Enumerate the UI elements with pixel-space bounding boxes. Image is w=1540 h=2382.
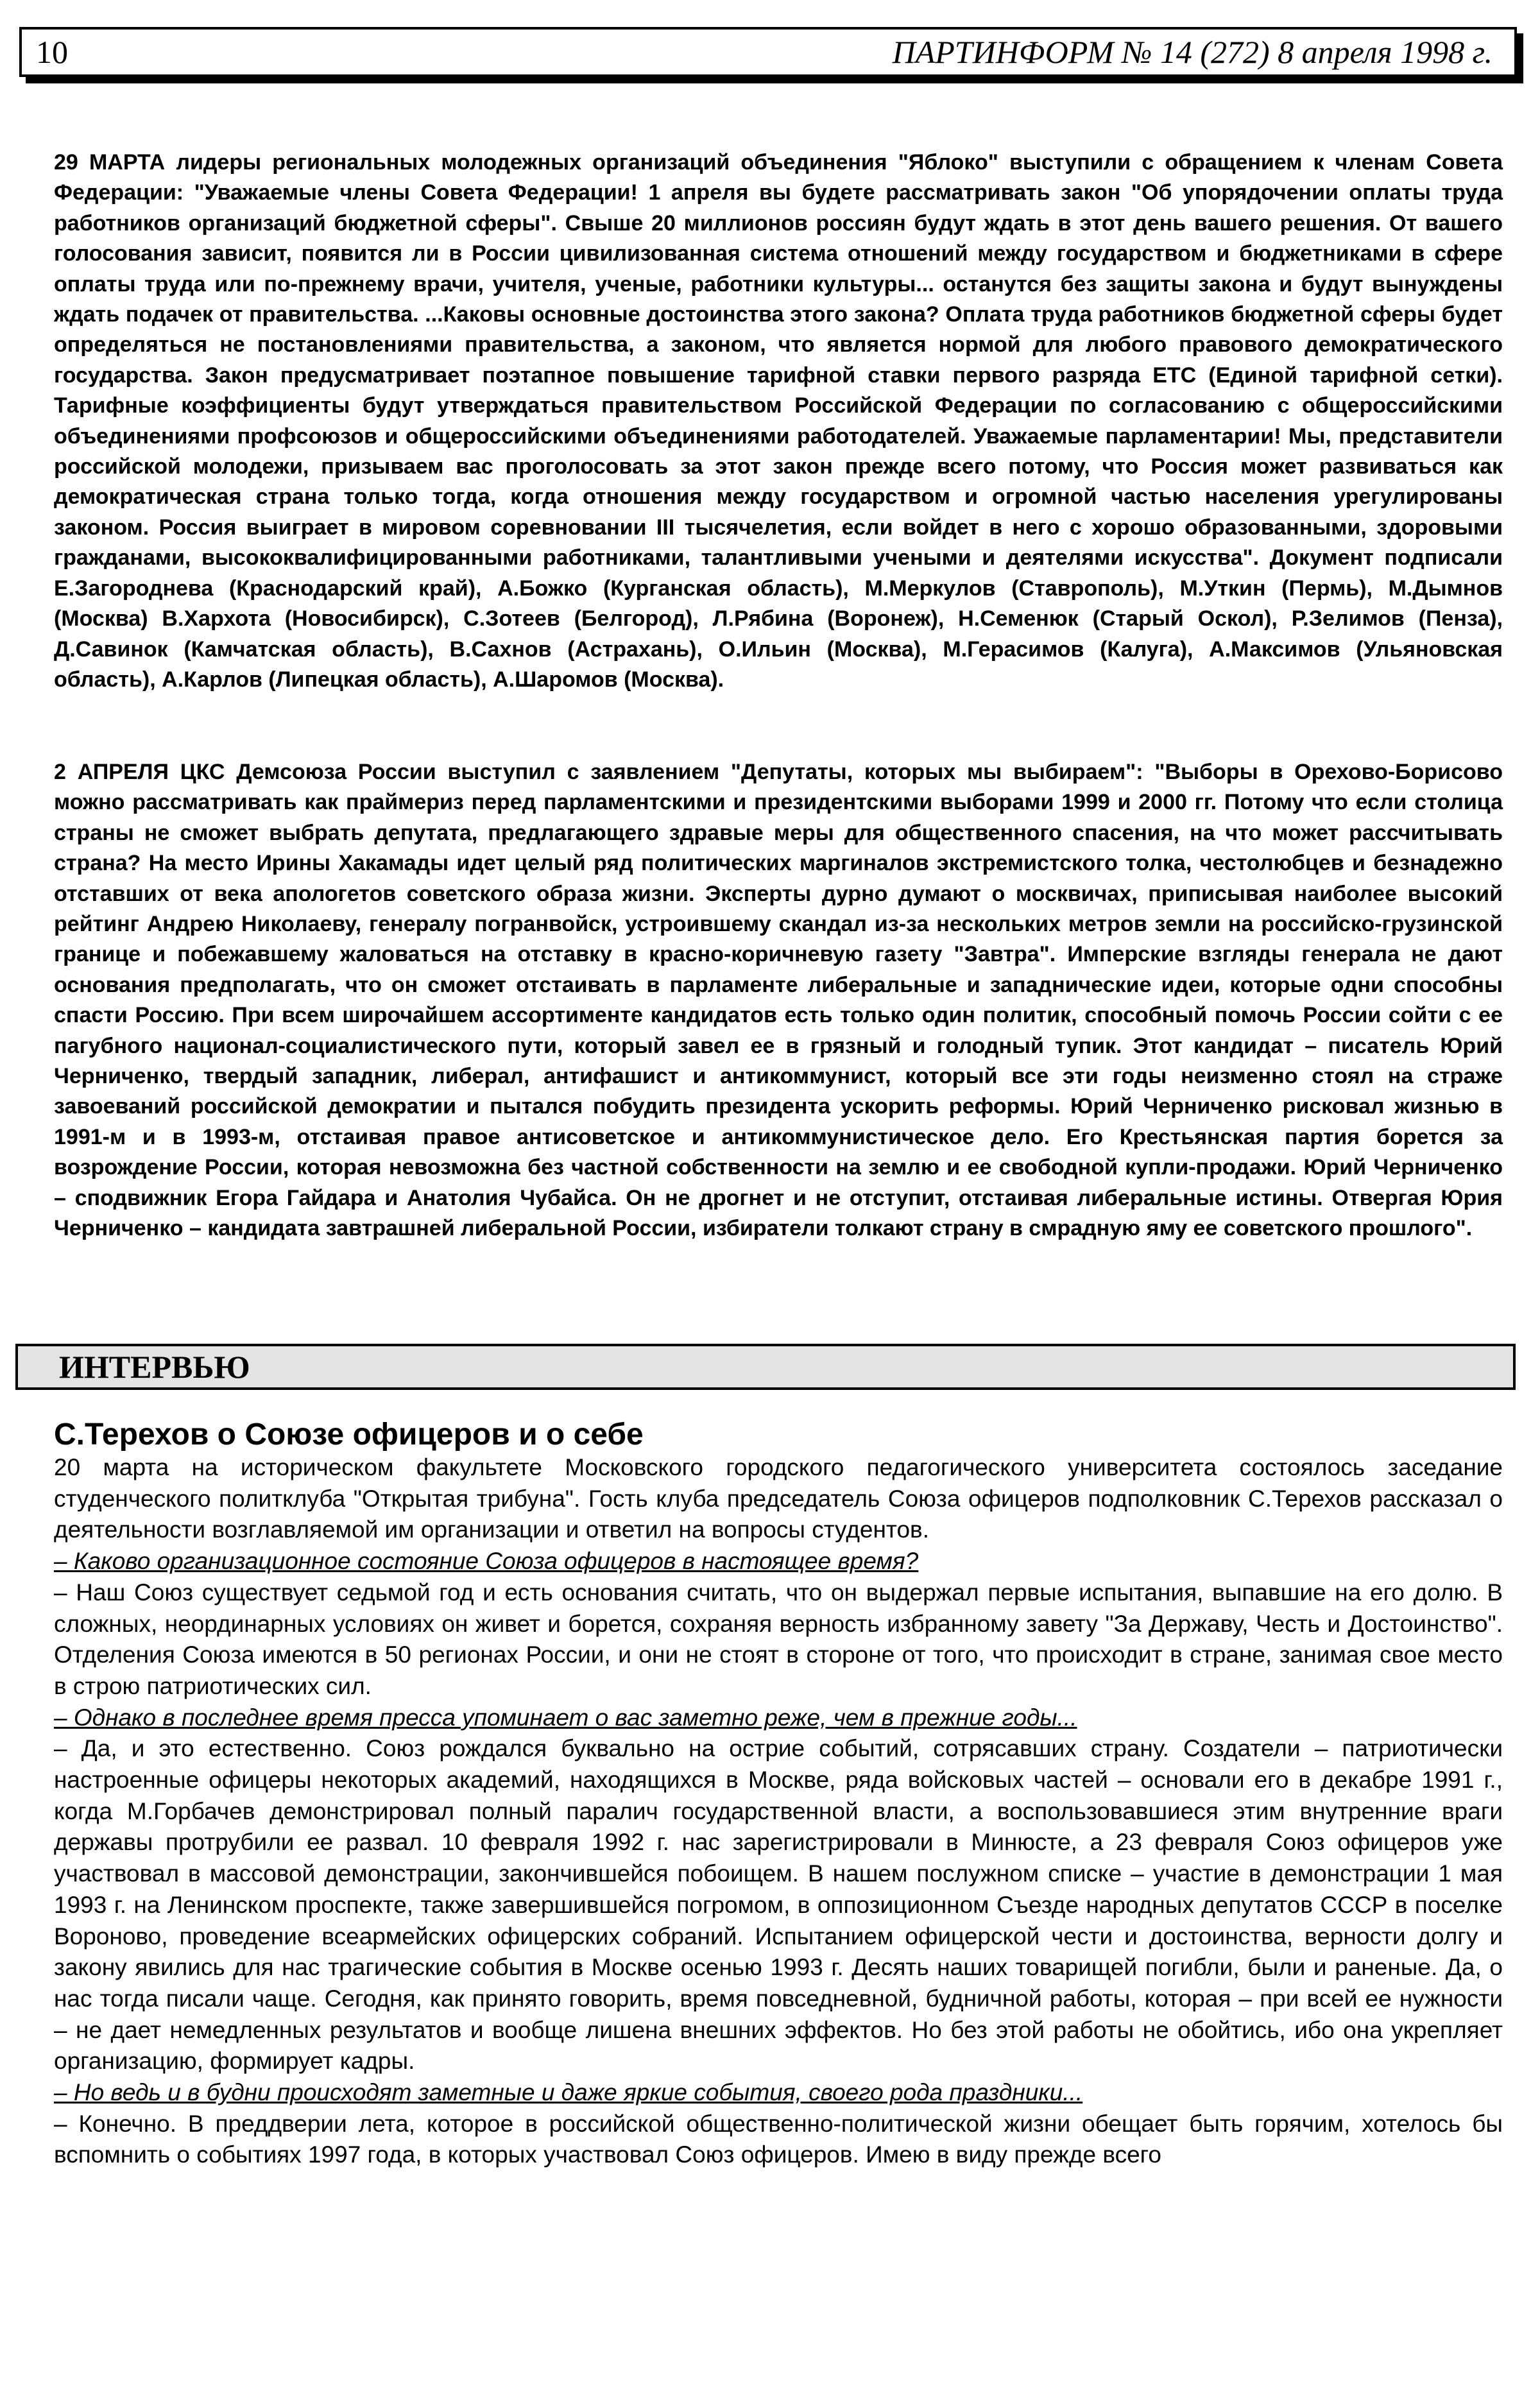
interview-answer: – Да, и это естественно. Союз рождался буквально на острие событий, сотрясавших страну. Создатели – патриотически настроенные офицеры некоторых академий, находящихся в Москве, ряда войсковых частей – основали его в декабре 1991 г., когда М.Горбачев демонстрировал полный паралич государственной власти, а воспользовавшиеся этим внутренние враги державы протрубили ее развал. 10 февраля 1992 г. нас зарегистрировали в Минюсте, а 23 февраля Союз офицеров уже участвовал в массовой демонстрации, закончившейся побоищем. В нашем послужном списке – участие в демонстрации 1 мая 1993 г. на Ленинском проспекте, также завершившейся погромом, в оппозиционном Съезде народных депутатов СССР в поселке Вороново, проведение всеармейских офицерских собраний. Испытанием офицерской чести и достоинства, верности долгу и закону явились для нас трагические события в Москве осенью 1993 г. Десять наших товарищей погибли, были и раненые. Да, о нас тогда писали чаще. Сегодня, как принято говорить, время повседневной, будничной работы, которая – при всей ее нужности – не дает немедленных результатов и вообще лишена внешних эффектов. Но без этой работы не обойтись, ибо она укрепляет организацию, формирует кадры. bbox=[54, 1735, 1503, 2075]
interview-question: – Но ведь и в будни происходят заметные и даже яркие события, своего рода праздники... bbox=[54, 2079, 1083, 2106]
section-label: ИНТЕРВЬЮ bbox=[59, 1349, 250, 1385]
article-body bbox=[54, 1452, 1503, 2171]
section-header-interview bbox=[15, 1344, 1516, 1390]
publication-title: ПАРТИНФОРМ № 14 (272) 8 апреля 1998 г. bbox=[892, 34, 1493, 70]
news-item-april-2: 2 АПРЕЛЯ ЦКС Демсоюза России выступил с заявлением "Депутаты, которых мы выбираем": "Выборы в Орехово-Борисово можно рассматривать как праймериз перед парламентскими и президентскими выборами 1999 и 2000 гг. Потому что если столица страны не сможет выбрать депутата, предлагающего здравые меры для общественного спасения, на что может рассчитывать страна? На место Ирины Хакамады идет целый ряд политических маргиналов экстремистского толка, честолюбцев и безнадежно отставших от века апологетов советского образа жизни. Эксперты дурно думают о москвичах, приписывая наиболее высокий рейтинг Андрею Николаеву, генералу погранвойск, устроившему скандал из-за нескольких метров земли на российско-грузинской границе и побежавшему жаловаться на отставку в красно-коричневую газету "Завтра". Имперские взгляды генерала не дают основания предполагать, что он сможет отстаивать в парламенте либеральные и западнические идеи, которые одни способны спасти Россию. При всем широчайшем ассортименте кандидатов есть только один политик, способный помочь России сойти с ее пагубного национал-социалистического пути, который завел ее в грязный и голодный тупик. Этот кандидат – писатель Юрий Черниченко, твердый западник, либерал, антифашист и антикоммунист, который все эти годы неизменно стоял на страже завоеваний российской демократии и пытался побудить президента ускорить реформы. Юрий Черниченко рисковал жизнью в 1991-м и в 1993-м, отстаивая правое антисоветское и антикоммунистическое дело. Его Крестьянская партия борется за возрождение России, которая невозможна без частной собственности на землю и ее свободной купли-продажи. Юрий Черниченко – сподвижник Егора Гайдара и Анатолия Чубайса. Он не дрогнет и не отступит, отстаивая либеральные истины. Отвергая Юрия Черниченко – кандидата завтрашней либеральной России, избиратели толкают страну в смрадную яму ее советского прошлого". bbox=[54, 760, 1503, 1241]
interview-answer: – Конечно. В преддверии лета, которое в российской общественно-политической жизни обещает быть горячим, хотелось бы вспомнить о событиях 1997 года, в которых участвовал Союз офицеров. Имею в виду прежде всего bbox=[54, 2110, 1503, 2168]
interview-question: – Каково организационное состояние Союза офицеров в настоящее время? bbox=[54, 1548, 919, 1575]
news-item-march-29: 29 МАРТА лидеры региональных молодежных организаций объединения "Яблоко" выступили с обращением к членам Совета Федерации: "Уважаемые члены Совета Федерации! 1 апреля вы будете рассматривать закон "Об упорядочении оплаты труда работников организаций бюджетной сферы". Свыше 20 миллионов россиян будут ждать в этот день вашего решения. От вашего голосования зависит, появится ли в России цивилизованная система отношений между государством и бюджетниками в сфере оплаты труда или по-прежнему врачи, учителя, ученые, работники культуры... останутся без защиты закона и будут вынуждены ждать подачек от правительства. ...Каковы основные достоинства этого закона? Оплата труда работников бюджетной сферы будет определяться не постановлениями правительства, а законом, что является нормой для любого правового демократического государства. Закон предусматривает поэтапное повышение тарифной ставки первого разряда ЕТС (Единой тарифной сетки). Тарифные коэффициенты будут утверждаться правительством Российской Федерации по согласованию с общероссийскими объединениями профсоюзов и общероссийскими объединениями работодателей. Уважаемые парламентарии! Мы, представители российской молодежи, призываем вас проголосовать за этот закон прежде всего потому, что Россия может развиваться как демократическая страна только тогда, когда отношения между государством и огромной частью населения урегулированы законом. Россия выиграет в мировом соревновании III тысячелетия, если войдет в него с хорошо образованными, здоровыми гражданами, высококвалифицированными работниками, талантливыми учеными и деятелями искусства". Документ подписали Е.Загороднева (Краснодарский край), А.Божко (Курганская область), М.Меркулов (Ставрополь), М.Уткин (Пермь), М.Дымнов (Москва) В.Хархота (Новосибирск), С.Зотеев (Белгород), Л.Рябина (Воронеж), Н.Семенюк (Старый Оскол), Р.Зелимов (Пенза), Д.Савинок (Камчатская область), В.Сахнов (Астрахань), О.Ильин (Москва), М.Герасимов (Калуга), А.Максимов (Ульяновская область), А.Карлов (Липецкая область), А.Шаромов (Москва). bbox=[54, 150, 1503, 692]
page-number: 10 bbox=[36, 34, 68, 70]
article-intro: 20 марта на историческом факультете Московского городского педагогического университета состоялось заседание студенческого политклуба "Открытая трибуна". Гость клуба председатель Союза офицеров подполковник С.Терехов рассказал о деятельности возглавляемой им организации и ответил на вопросы студентов. bbox=[54, 1454, 1503, 1543]
interview-answer: – Наш Союз существует седьмой год и есть основания считать, что он выдержал первые испытания, выпавшие на его долю. В сложных, неординарных условиях он живет и борется, сохраняя верность избранному завету "За Державу, Честь и Достоинство". Отделения Союза имеются в 50 регионах России, и они не стоят в стороне от того, что происходит в стране, занимая свое место в строю патриотических сил. bbox=[54, 1579, 1503, 1699]
interview-question: – Однако в последнее время пресса упоминает о вас заметно реже, чем в прежние годы... bbox=[54, 1704, 1077, 1731]
page-header bbox=[19, 27, 1517, 77]
article-title: С.Терехов о Союзе офицеров и о себе bbox=[54, 1418, 644, 1452]
